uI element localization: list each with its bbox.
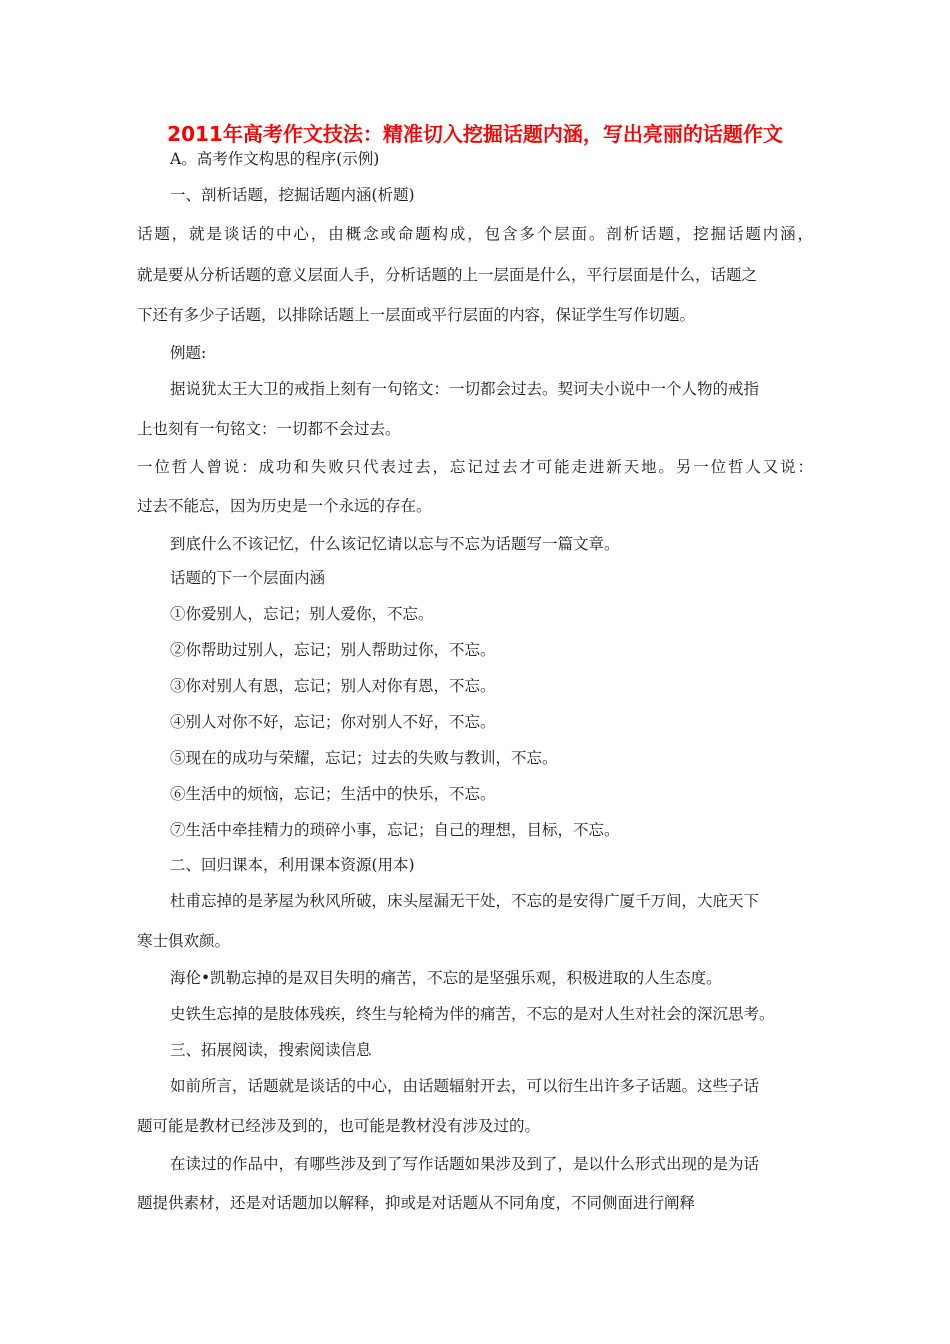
section-heading-1: 一、剖析话题，挖掘话题内涵(析题) xyxy=(170,186,415,204)
paragraph-line: 过去不能忘，因为历史是一个永远的存在。 xyxy=(137,497,432,515)
paragraph-line: 上也刻有一句铭文：一切都不会过去。 xyxy=(137,420,401,438)
paragraph-line: 如前所言，话题就是谈话的中心，由话题辐射开去，可以衍生出许多子话题。这些子话 xyxy=(170,1077,760,1095)
list-item: ④别人对你不好，忘记；你对别人不好，不忘。 xyxy=(170,713,496,731)
paragraph-line: 下还有多少子话题，以排除话题上一层面或平行层面的内容，保证学生写作切题。 xyxy=(137,306,696,324)
list-item: ①你爱别人，忘记；别人爱你，不忘。 xyxy=(170,605,434,623)
example-label: 例题: xyxy=(170,344,207,362)
list-item: ⑤现在的成功与荣耀，忘记；过去的失败与教训，不忘。 xyxy=(170,749,558,767)
paragraph-line: 话题，就是谈话的中心，由概念或命题构成，包含多个层面。剖析话题，挖掘话题内涵， xyxy=(137,225,813,243)
list-item: ⑦生活中牵挂精力的琐碎小事，忘记；自己的理想，目标，不忘。 xyxy=(170,821,620,839)
list-item: ⑥生活中的烦恼，忘记；生活中的快乐，不忘。 xyxy=(170,785,496,803)
paragraph-line: 题可能是教材已经涉及到的，也可能是教材没有涉及过的。 xyxy=(137,1117,541,1135)
paragraph-line: 在读过的作品中，有哪些涉及到了写作话题如果涉及到了，是以什么形式出现的是为话 xyxy=(170,1155,760,1173)
list-item: ③你对别人有恩，忘记；别人对你有恩，不忘。 xyxy=(170,677,496,695)
section-heading-2: 二、回归课本，利用课本资源(用本) xyxy=(170,856,415,874)
document-title: 2011年高考作文技法：精准切入挖掘话题内涵，写出亮丽的话题作文 xyxy=(167,122,783,146)
heading-a: A。高考作文构思的程序(示例) xyxy=(170,150,380,168)
paragraph-line: 据说犹太王大卫的戒指上刻有一句铭文：一切都会过去。契诃夫小说中一个人物的戒指 xyxy=(170,380,760,398)
paragraph-line: 寒士俱欢颜。 xyxy=(137,932,231,950)
paragraph-line: 史铁生忘掉的是肢体残疾，终生与轮椅为伴的痛苦，不忘的是对人生对社会的深沉思考。 xyxy=(170,1005,775,1023)
paragraph-line: 一位哲人曾说：成功和失败只代表过去，忘记过去才可能走进新天地。另一位哲人又说： xyxy=(137,458,813,476)
paragraph-line: 题提供素材，还是对话题加以解释，抑或是对话题从不同角度，不同侧面进行阐释 xyxy=(137,1194,696,1212)
subheading: 话题的下一个层面内涵 xyxy=(170,569,326,587)
list-item: ②你帮助过别人，忘记；别人帮助过你，不忘。 xyxy=(170,641,496,659)
section-heading-3: 三、拓展阅读，搜索阅读信息 xyxy=(170,1041,372,1059)
paragraph-line: 海伦•凯勒忘掉的是双目失明的痛苦，不忘的是坚强乐观，积极进取的人生态度。 xyxy=(170,969,722,987)
paragraph-line: 就是要从分析话题的意义层面人手，分析话题的上一层面是什么，平行层面是什么，话题之 xyxy=(137,266,758,284)
paragraph-line: 到底什么不该记忆，什么该记忆请以忘与不忘为话题写一篇文章。 xyxy=(170,535,620,553)
paragraph-line: 杜甫忘掉的是茅屋为秋风所破，床头屋漏无干处，不忘的是安得广厦千万间，大庇天下 xyxy=(170,892,760,910)
